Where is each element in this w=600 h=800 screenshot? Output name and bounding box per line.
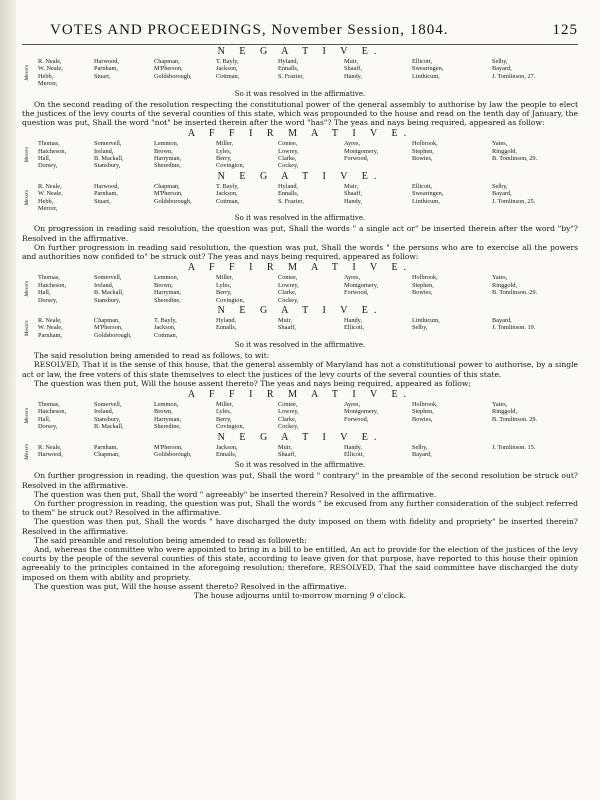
vote-column [344, 58, 412, 88]
member-name: Lowrey, [278, 408, 299, 416]
member-name: Goldsborough, [154, 450, 192, 458]
member-name: Lyles, [216, 281, 232, 289]
vote-table-negative-4 [24, 444, 578, 460]
vote-column [154, 401, 216, 431]
vote-column [216, 401, 278, 431]
paragraph-11: The said preamble and resolution being amended to read as followeth: [34, 535, 307, 545]
member-name: Berry, [216, 415, 232, 423]
vote-column [154, 140, 216, 170]
member-name: Selby, [492, 182, 508, 190]
member-name: Parnham, [94, 65, 118, 73]
member-name: Montgomery, [344, 281, 379, 289]
member-name: Yates, [492, 140, 508, 148]
member-name: Forwood, [344, 289, 369, 297]
vote-column [412, 274, 492, 304]
vote-column [492, 274, 568, 304]
page-title: VOTES AND PROCEEDINGS, November Session, 1804. [50, 22, 449, 38]
member-name: W. Neale, [38, 190, 63, 198]
member-name: Handy, [344, 316, 362, 324]
vote-table-affirmative-4 [24, 401, 578, 431]
member-name: Berry, [216, 155, 232, 163]
member-name: Sheredine, [154, 296, 181, 304]
member-name: Clarke, [278, 155, 297, 163]
member-name: Miller, [216, 400, 234, 408]
member-name: Cottman, [216, 72, 240, 80]
paragraph-6: The question was then put, Will the house assent thereto? The yeas and nays being required, appeared as follow; [34, 378, 471, 388]
member-name: B. Mackall, [94, 289, 124, 297]
vote-column [412, 140, 492, 170]
member-name: J. Tomlinson. 15. [492, 443, 536, 451]
member-name: R. Neale, [38, 58, 62, 65]
vote-column [492, 317, 568, 339]
member-name: Bayard, [412, 450, 432, 458]
member-name: Ayres, [344, 140, 361, 148]
member-name: M'Pherson, [154, 65, 183, 73]
member-name: Lyles, [216, 147, 232, 155]
member-name: Hall, [38, 289, 51, 297]
resolved-line-4: So it was resolved in the affirmative. [234, 461, 366, 470]
member-name: Ennalls, [278, 65, 299, 73]
member-name: Cockey, [278, 162, 299, 170]
member-name: Handy, [344, 72, 362, 80]
member-name: Holbrook, [412, 140, 438, 148]
member-name: Cottman, [216, 197, 240, 205]
member-name: Yates, [492, 400, 508, 408]
member-name: Contee, [278, 400, 298, 408]
vote-column [344, 444, 412, 460]
member-name: Mercer, [38, 205, 58, 213]
member-name: Somervell, [94, 274, 122, 282]
member-name: Hebb, [38, 72, 54, 80]
vote-column [38, 140, 94, 170]
messrs-side-label: Messrs [24, 64, 30, 81]
member-name: Sheredine, [154, 423, 181, 431]
member-name: Covington, [216, 423, 245, 431]
member-name: Cockey, [278, 423, 299, 431]
member-name: Harryman, [154, 155, 182, 163]
vote-column [38, 401, 94, 431]
vote-table-negative-3 [24, 317, 578, 339]
member-name: B. Tomlinson. 29. [492, 289, 538, 297]
member-name: S. Frazier, [278, 197, 304, 205]
member-name: Ennalls, [278, 190, 299, 198]
member-name: Selby, [492, 58, 508, 65]
paragraph-8: The question was then put, Shall the word " agreeably" be inserted therein? Resolved in the affirmative. [34, 489, 437, 499]
member-name: W. Neale, [38, 65, 63, 73]
member-name: Bayard, [492, 190, 512, 198]
member-name: Hyland, [216, 316, 237, 324]
vote-column [94, 317, 154, 339]
member-name: Covington, [216, 296, 245, 304]
page-gutter-shadow [0, 0, 16, 800]
member-name: Ellicott, [344, 324, 365, 332]
messrs-side-label: Messrs [24, 407, 30, 424]
member-name: Somervell, [94, 400, 122, 408]
member-name: Somervell, [94, 140, 122, 148]
member-name: Chapman, [154, 58, 180, 65]
paragraph-5: RESOLVED, That it is the sense of this house, that the general assembly of Maryland has not a constitutional power to authorise, by a single act or law, the free voters of this state themselves to elect the justices of the levy courts of the several counties of this state. [22, 360, 578, 379]
vote-column [38, 274, 94, 304]
member-name: Cottman, [154, 331, 178, 339]
member-name: Yates, [492, 274, 508, 282]
member-name: Ireland, [94, 281, 114, 289]
vote-column [38, 58, 94, 88]
member-name: T. Bayly, [216, 182, 239, 190]
member-name: M'Pherson, [154, 443, 183, 451]
member-name: Chapman, [154, 182, 180, 190]
member-name: Hyland, [278, 58, 299, 65]
messrs-side-label: Messrs [24, 320, 30, 336]
member-name: Selby, [412, 443, 428, 451]
resolved-line-3: So it was resolved in the affirmative. [234, 341, 366, 350]
member-name: Lemmon, [154, 140, 179, 148]
member-name: Sheredine, [154, 162, 181, 170]
member-name: Harryman, [154, 289, 182, 297]
member-name: T. Bayly, [216, 58, 239, 65]
member-name: Linthicum, [412, 316, 440, 324]
vote-column [154, 317, 216, 339]
paragraph-10: The question was then put, Shall the words " have discharged the duty imposed on them with fidelity and propriety" be inserted therein? Resolved in the affirmative. [22, 517, 578, 536]
member-name: Contee, [278, 140, 298, 148]
vote-column [154, 58, 216, 88]
member-name: Mercer, [38, 80, 58, 88]
member-name: Hall, [38, 155, 51, 163]
member-name: Brown, [154, 408, 173, 416]
member-name: R. Neale, [38, 182, 62, 190]
vote-column [278, 183, 344, 213]
member-name: Brown, [154, 147, 173, 155]
member-name: Montgomery, [344, 408, 379, 416]
affirmative-heading-2: A F F I R M A T I V E. [187, 128, 413, 140]
vote-column [94, 58, 154, 88]
member-name: Ellicott, [344, 450, 365, 458]
member-name: R. Neale, [38, 316, 62, 324]
vote-column [216, 317, 278, 339]
member-name: Ayres, [344, 400, 361, 408]
member-name: Miller, [216, 274, 234, 282]
member-name: Hall, [38, 415, 51, 423]
negative-heading-3: N E G A T I V E. [217, 304, 383, 316]
member-name: Shaaff, [278, 324, 296, 332]
member-name: Stephen, [412, 147, 434, 155]
member-name: Hatcheson, [38, 408, 67, 416]
member-name: Lyles, [216, 408, 232, 416]
vote-column [412, 401, 492, 431]
member-name: Harwood, [38, 450, 64, 458]
member-name: Stansbury, [94, 162, 121, 170]
member-name: M'Pherson, [154, 190, 183, 198]
member-name: Bowies, [412, 415, 433, 423]
member-name: Stephen, [412, 281, 434, 289]
member-name: R. Neale, [38, 443, 62, 451]
member-name: Shaaff, [278, 450, 296, 458]
negative-heading-2: N E G A T I V E. [217, 170, 383, 182]
vote-column [154, 183, 216, 213]
vote-table-negative-1 [24, 58, 578, 88]
member-name: Chapman, [94, 450, 120, 458]
member-name: Dorsey, [38, 423, 58, 431]
member-name: Bayard, [492, 316, 512, 324]
member-name: Jackson, [154, 324, 176, 332]
vote-column [492, 401, 568, 431]
member-name: Stuart, [94, 72, 111, 80]
resolved-line-1: So it was resolved in the affirmative. [234, 89, 366, 98]
vote-column [492, 58, 568, 88]
vote-column [492, 140, 568, 170]
member-name: Goldsborough, [154, 72, 192, 80]
member-name: Muir, [344, 182, 358, 190]
vote-column [216, 58, 278, 88]
member-name: Ellicott, [412, 58, 433, 65]
vote-column [38, 317, 94, 339]
member-name: J. Tomlinson, 25. [492, 197, 536, 205]
member-name: Ireland, [94, 147, 114, 155]
vote-column [216, 274, 278, 304]
vote-column [278, 274, 344, 304]
vote-column [216, 444, 278, 460]
member-name: Parnham, [94, 443, 118, 451]
closing-line: The house adjourns until to-morrow morning 9 o'clock. [193, 591, 407, 601]
member-name: Shaaff, [344, 190, 362, 198]
negative-heading-1: N E G A T I V E. [217, 46, 383, 57]
member-name: Stuart, [94, 197, 111, 205]
member-name: S. Frazier, [278, 72, 304, 80]
vote-column [94, 183, 154, 213]
vote-column [154, 274, 216, 304]
vote-column [94, 444, 154, 460]
vote-column [38, 444, 94, 460]
vote-column [492, 183, 568, 213]
member-name: Handy, [344, 443, 362, 451]
member-name: Harryman, [154, 415, 182, 423]
resolved-line-2: So it was resolved in the affirmative. [234, 214, 366, 223]
member-name: J. Tomlinson, 27. [492, 72, 536, 80]
member-name: Lemmon, [154, 400, 179, 408]
member-name: Ellicott, [412, 182, 433, 190]
member-name: Ringgold, [492, 281, 518, 289]
member-name: Linthicum, [412, 72, 440, 80]
member-name: Lowrey, [278, 147, 299, 155]
member-name: M'Pherson, [94, 324, 123, 332]
member-name: Clarke, [278, 415, 297, 423]
member-name: Ennalls, [216, 450, 237, 458]
member-name: Harwood, [94, 182, 120, 190]
member-name: Hyland, [278, 182, 299, 190]
member-name: Muir, [278, 443, 292, 451]
member-name: Clarke, [278, 289, 297, 297]
member-name: Holbrook, [412, 400, 438, 408]
member-name: W. Neale, [38, 324, 63, 332]
page-header [22, 18, 578, 45]
member-name: Ayres, [344, 274, 361, 282]
member-name: Parnham, [94, 190, 118, 198]
paragraph-9: On further progression in reading, the question was put, Shall the words " be excused from any further consideration of the subject referred to them" be struck out? Resolved in the affirmative. [22, 499, 578, 518]
vote-column [412, 58, 492, 88]
document-page [22, 18, 578, 601]
vote-table-affirmative-2 [24, 140, 578, 170]
member-name: Jackson, [216, 443, 238, 451]
member-name: Handy, [344, 197, 362, 205]
member-name: Montgomery, [344, 147, 379, 155]
member-name: Stephen, [412, 408, 434, 416]
vote-column [278, 140, 344, 170]
member-name: Miller, [216, 140, 234, 148]
vote-table-affirmative-3 [24, 274, 578, 304]
member-name: B. Mackall, [94, 155, 124, 163]
member-name: Bowies, [412, 155, 433, 163]
vote-column [154, 444, 216, 460]
member-name: Parnham, [38, 331, 62, 339]
vote-column [278, 317, 344, 339]
member-name: B. Mackall, [94, 423, 124, 431]
vote-column [344, 317, 412, 339]
member-name: Swearingen, [412, 65, 444, 73]
member-name: Thomas, [38, 400, 60, 408]
vote-column [38, 183, 94, 213]
member-name: Jackson, [216, 190, 238, 198]
vote-column [344, 274, 412, 304]
messrs-side-label: Messrs [24, 147, 30, 163]
vote-column [344, 140, 412, 170]
member-name: Lowrey, [278, 281, 299, 289]
member-name: Lemmon, [154, 274, 179, 282]
vote-column [278, 444, 344, 460]
member-name: Ireland, [94, 408, 114, 416]
member-name: Forwood, [344, 155, 369, 163]
member-name: Thomas, [38, 274, 60, 282]
member-name: Linthicum, [412, 197, 440, 205]
paragraph-4: The said resolution being amended to read as follows, to wit: [34, 351, 270, 361]
member-name: Stansbury, [94, 415, 121, 423]
member-name: Bowies, [412, 289, 433, 297]
vote-column [412, 317, 492, 339]
vote-column [278, 58, 344, 88]
member-name: Ennalls, [216, 324, 237, 332]
paragraph-1: On the second reading of the resolution respecting the constitutional power of the general assembly to authorise by law the people to elect the justices of the levy courts of the several counties of this state, which was propounded to the house and read on the tenth day of January, the question was put, Shall the word "not" be inserted therein after the word "has"? The yeas and nays being required, appeared as follow: [22, 99, 578, 128]
member-name: Holbrook, [412, 274, 438, 282]
member-name: Jackson, [216, 65, 238, 73]
member-name: Hatcheson, [38, 147, 67, 155]
member-name: Covington, [216, 162, 245, 170]
page-number: 125 [552, 22, 578, 38]
vote-column [412, 444, 492, 460]
vote-column [216, 140, 278, 170]
affirmative-heading-3: A F F I R M A T I V E. [187, 262, 413, 274]
member-name: Muir, [278, 316, 292, 324]
member-name: Ringgold, [492, 408, 518, 416]
affirmative-heading-4: A F F I R M A T I V E. [187, 388, 413, 400]
member-name: Stansbury, [94, 296, 121, 304]
member-name: Cockey, [278, 296, 299, 304]
member-name: Hebb, [38, 197, 54, 205]
member-name: Contee, [278, 274, 298, 282]
paragraph-7: On further progression in reading, the question was put, Shall the word " contrary" in the preamble of the second resolution be struck out? Resolved in the affirmative. [22, 471, 578, 490]
vote-column [94, 401, 154, 431]
negative-heading-4: N E G A T I V E. [217, 431, 383, 443]
member-name: Thomas, [38, 140, 60, 148]
member-name: Forwood, [344, 415, 369, 423]
member-name: Shaaff, [344, 65, 362, 73]
vote-column [94, 274, 154, 304]
vote-column [344, 183, 412, 213]
member-name: Selby, [412, 324, 428, 332]
vote-column [216, 183, 278, 213]
member-name: T. Bayly, [154, 316, 177, 324]
vote-column [94, 140, 154, 170]
member-name: Ringgold, [492, 147, 518, 155]
member-name: Muir, [344, 58, 358, 65]
member-name: B. Tomlinson. 29. [492, 415, 538, 423]
member-name: Goldsborough, [154, 197, 192, 205]
member-name: Chapman, [94, 316, 120, 324]
messrs-side-label: Messrs [24, 189, 30, 206]
member-name: J. Tomlinson. 19. [492, 324, 536, 332]
vote-column [344, 401, 412, 431]
member-name: Bayard, [492, 65, 512, 73]
paragraph-12: And, whereas the committee who were appointed to bring in a bill to be entitled, An act to provide for the election of the justices of the levy courts by the people of the several counties of this state, according to leave given for that purpose, have reported to this house their opinion agreeably to the principles contained in the aforegoing resolution; therefore, RESOLVED, That the said committee have discharged the duty imposed on them with ability and propriety. [22, 545, 578, 582]
member-name: Dorsey, [38, 162, 58, 170]
paragraph-3: On further progression in reading said resolution, the question was put, Shall the words " the persons who are to exercise all the powers and authorities now confided to" be struck out? The yeas and nays being required, appeared as follow: [22, 242, 578, 262]
member-name: Swearingen, [412, 190, 444, 198]
member-name: Dorsey, [38, 296, 58, 304]
vote-table-negative-2 [24, 183, 578, 213]
vote-column [492, 444, 568, 460]
paragraph-2: On progression in reading said resolution, the question was put, Shall the words " a single act or" be inserted therein after the word "by"? Resolved in the affirmative. [22, 224, 578, 243]
messrs-side-label: Messrs [24, 443, 30, 460]
vote-column [412, 183, 492, 213]
member-name: B. Tomlinson, 29. [492, 155, 538, 163]
member-name: Goldsborough, [94, 331, 132, 339]
member-name: Brown, [154, 281, 173, 289]
vote-column [278, 401, 344, 431]
member-name: Hatcheson, [38, 281, 67, 289]
member-name: Berry, [216, 289, 232, 297]
member-name: Harwood, [94, 58, 120, 65]
messrs-side-label: Messrs [24, 281, 30, 298]
paragraph-13: The question was put, Will the house assent thereto? Resolved in the affirmative. [34, 581, 347, 591]
